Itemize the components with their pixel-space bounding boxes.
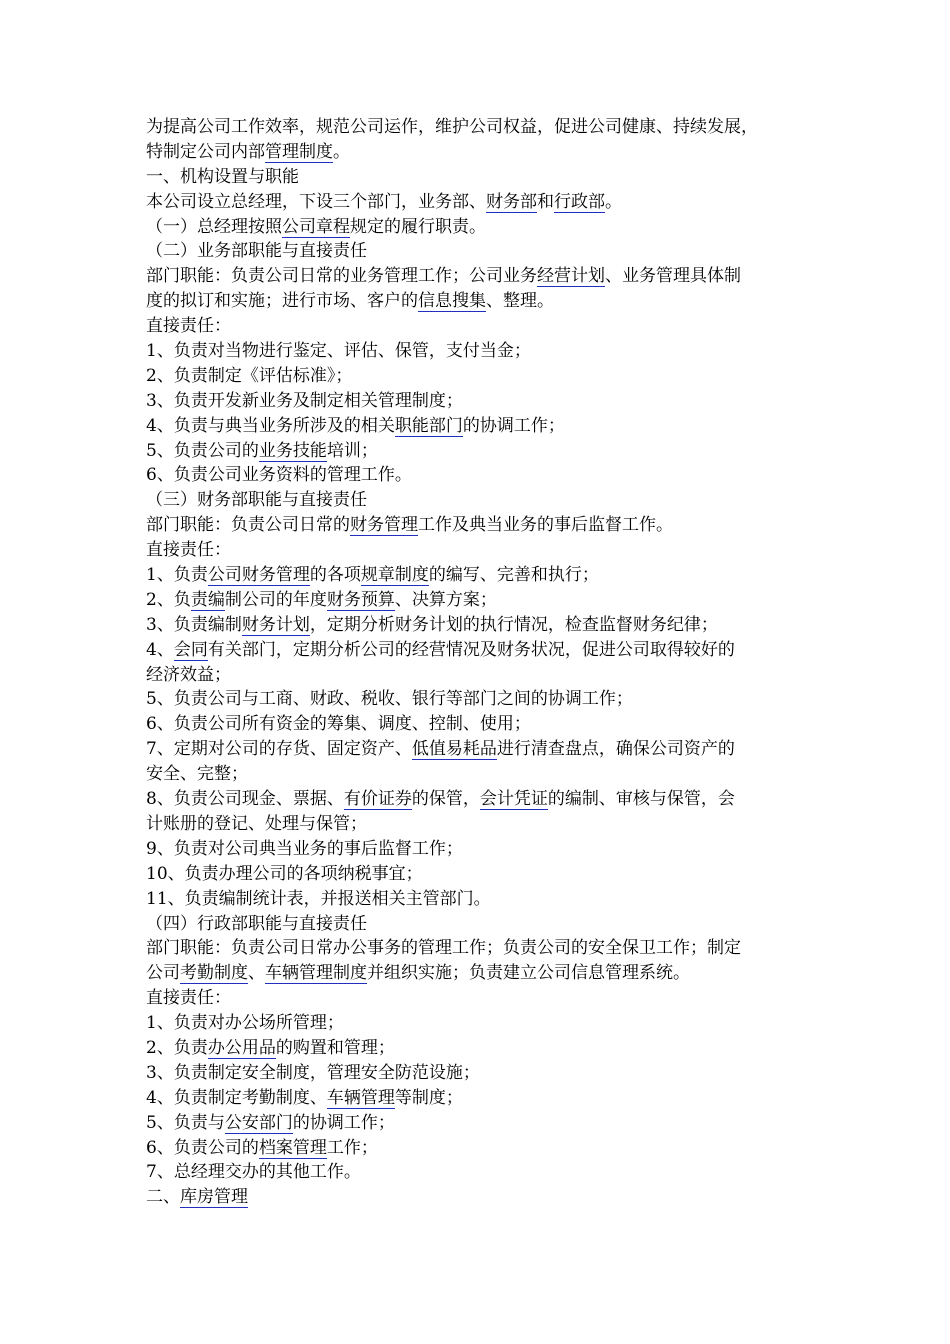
text-segment: 直接责任： [146,316,231,337]
text-line [146,638,816,663]
text-line [146,936,816,961]
text-segment: 1、负责对当物进行鉴定、评估、保管，支付当金； [146,341,531,362]
text-segment: 5、负责公司与工商、财政、税收、银行等部门之间的协调工作； [146,689,633,710]
text-segment: 7、定期对公司的存货、固定资产、 [146,739,412,760]
text-segment: 部门职能：负责公司日常的 [146,515,350,536]
hyperlink[interactable]: 行政部 [554,191,605,212]
text-segment: 直接责任： [146,988,231,1009]
text-line [146,513,816,538]
text-line [146,1036,816,1061]
hyperlink[interactable]: 职能部门 [394,415,463,436]
text-line [146,1136,816,1161]
text-line [146,812,816,837]
text-segment: 8、负责公司现金、票据、 [146,789,344,810]
text-segment: （三）财务部职能与直接责任 [146,490,367,511]
text-segment: （一）总经理按照 [146,216,282,237]
text-segment: 9、负责对公司典当业务的事后监督工作； [146,838,463,859]
hyperlink[interactable]: 办公用品 [207,1037,276,1058]
text-segment: 部门职能：负责公司日常办公事务的管理工作；负责公司的安全保卫工作；制定 [146,938,741,959]
text-segment: 4、负责与典当业务所涉及的相关 [146,415,395,436]
hyperlink[interactable]: 公司财务管理 [207,565,310,586]
text-segment: 的各项 [309,565,361,586]
text-line [146,439,816,464]
hyperlink[interactable]: 公司章程 [282,216,350,237]
text-segment: 公司 [146,963,180,984]
text-segment: 、决算方案； [394,589,497,610]
text-segment: 并组织实施；负责建立公司信息管理系统。 [367,963,690,984]
text-segment: 工作及典当业务的事后监督工作。 [418,515,673,536]
text-segment: 工作； [326,1137,378,1158]
text-line [146,762,816,787]
text-segment: ，定期分析财务计划的执行情况，检查监督财务纪律； [309,614,718,635]
text-line [146,737,816,762]
text-line [146,1111,816,1136]
text-segment: 3、负责制定安全制度，管理安全防范设施； [146,1062,480,1083]
text-segment: 培训； [326,440,378,461]
text-segment: 3、负责开发新业务及制定相关管理制度； [146,390,463,411]
hyperlink[interactable]: 经营计划 [537,266,605,287]
text-segment: 。 [605,191,622,212]
text-segment: 6、负责公司的 [146,1137,259,1158]
text-segment: 直接责任： [146,540,231,561]
text-segment: 、 [248,963,265,984]
text-line [146,663,816,688]
text-segment: 规定的履行职责。 [350,216,486,237]
text-segment: 2、负责 [146,1037,208,1058]
text-line [146,463,816,488]
hyperlink[interactable]: 考勤制度 [180,963,248,984]
text-line [146,264,816,289]
text-segment: （四）行政部职能与直接责任 [146,913,367,934]
hyperlink[interactable]: 车辆管理制度 [265,963,367,984]
text-segment: 特制定公司内部 [146,141,265,162]
text-line [146,339,816,364]
text-segment: 1、负责 [146,565,208,586]
text-line [146,364,816,389]
text-segment: 部门职能：负责公司日常的业务管理工作；公司业务 [146,266,537,287]
text-line [146,986,816,1011]
hyperlink[interactable]: 库房管理 [180,1187,248,1208]
text-segment: 本公司设立总经理，下设三个部门，业务部、 [146,191,486,212]
text-line [146,165,816,190]
hyperlink[interactable]: 管理制度 [265,141,333,162]
text-segment: 2、负 [146,589,191,610]
text-line [146,140,816,165]
text-line [146,1061,816,1086]
text-line [146,488,816,513]
text-segment: 制公司的年度 [224,589,327,610]
text-segment: 度的拟订和实施；进行市场、客户的 [146,291,418,312]
hyperlink[interactable]: 车辆管理 [326,1087,395,1108]
text-segment: 经济效益； [146,664,231,685]
text-segment: 5、负责与 [146,1112,225,1133]
text-segment: （二）业务部职能与直接责任 [146,241,367,262]
hyperlink[interactable]: 财务预算 [326,589,395,610]
text-line [146,239,816,264]
text-line [146,1086,816,1111]
hyperlink[interactable]: 公安部门 [224,1112,293,1133]
text-segment: 10、负责办理公司的各项纳税事宜； [146,863,423,884]
hyperlink[interactable]: 档案管理 [258,1137,327,1158]
text-line [146,712,816,737]
hyperlink[interactable]: 信息搜集 [418,291,486,312]
text-line [146,862,816,887]
text-segment: 二、 [146,1187,180,1208]
text-segment: 、整理。 [486,291,554,312]
text-line [146,613,816,638]
text-line [146,1160,816,1185]
text-segment: 。 [333,141,350,162]
text-segment: 11、负责编制统计表，并报送相关主管部门。 [146,888,491,909]
hyperlink[interactable]: 低值易耗品 [411,739,497,760]
text-segment: 3、负责编制 [146,614,242,635]
text-segment: 的协调工作； [292,1112,395,1133]
document-body [146,115,816,1210]
hyperlink[interactable]: 业务技能 [258,440,327,461]
text-line [146,389,816,414]
text-line [146,588,816,613]
text-segment: 的协调工作； [462,415,565,436]
hyperlink[interactable]: 责编 [190,589,225,610]
text-segment: 6、负责公司业务资料的管理工作。 [146,465,412,486]
text-line [146,887,816,912]
hyperlink[interactable]: 会同 [173,639,208,660]
text-line [146,289,816,314]
text-segment: 等制度； [394,1087,463,1108]
text-segment: 5、负责公司的 [146,440,259,461]
text-segment: 的购置和管理； [275,1037,395,1058]
text-segment: 4、负责制定考勤制度、 [146,1087,327,1108]
hyperlink[interactable]: 规章制度 [360,565,429,586]
text-segment: 的编制、审核与保管，会 [547,789,735,810]
hyperlink[interactable]: 会计凭证 [479,789,548,810]
text-line [146,687,816,712]
text-segment: 计账册的登记、处理与保管； [146,813,367,834]
text-segment: 安全、完整； [146,764,248,785]
text-segment: 6、负责公司所有资金的筹集、调度、控制、使用； [146,714,531,735]
text-line [146,115,816,140]
text-line [146,961,816,986]
text-segment: 为提高公司工作效率，规范公司运作，维护公司权益，促进公司健康、持续发展， [146,117,758,137]
text-segment: 和 [537,191,554,212]
text-segment: 2、负责制定《评估标准》； [146,365,353,386]
text-line [146,215,816,240]
text-segment: 进行清查盘点，确保公司资产的 [496,739,735,760]
text-segment: 7、总经理交办的其他工作。 [146,1162,361,1183]
text-line [146,787,816,812]
text-segment: 有关部门，定期分析公司的经营情况及财务状况，促进公司取得较好的 [207,639,735,660]
text-line [146,912,816,937]
text-line [146,837,816,862]
text-line [146,1185,816,1210]
text-line [146,414,816,439]
text-segment: 的编写、完善和执行； [428,565,599,586]
hyperlink[interactable]: 财务计划 [241,614,310,635]
text-line [146,314,816,339]
hyperlink[interactable]: 财务管理 [350,515,418,536]
text-segment: 1、负责对办公场所管理； [146,1013,344,1034]
hyperlink[interactable]: 财务部 [486,191,537,212]
text-line [146,563,816,588]
text-line [146,1011,816,1036]
hyperlink[interactable]: 有价证券 [343,789,412,810]
text-segment: 、业务管理具体制 [605,266,741,287]
text-segment: 4、 [146,639,174,660]
text-segment: 的保管， [411,789,480,810]
text-segment: 一、机构设置与职能 [146,166,299,187]
text-line [146,538,816,563]
text-line [146,190,816,215]
